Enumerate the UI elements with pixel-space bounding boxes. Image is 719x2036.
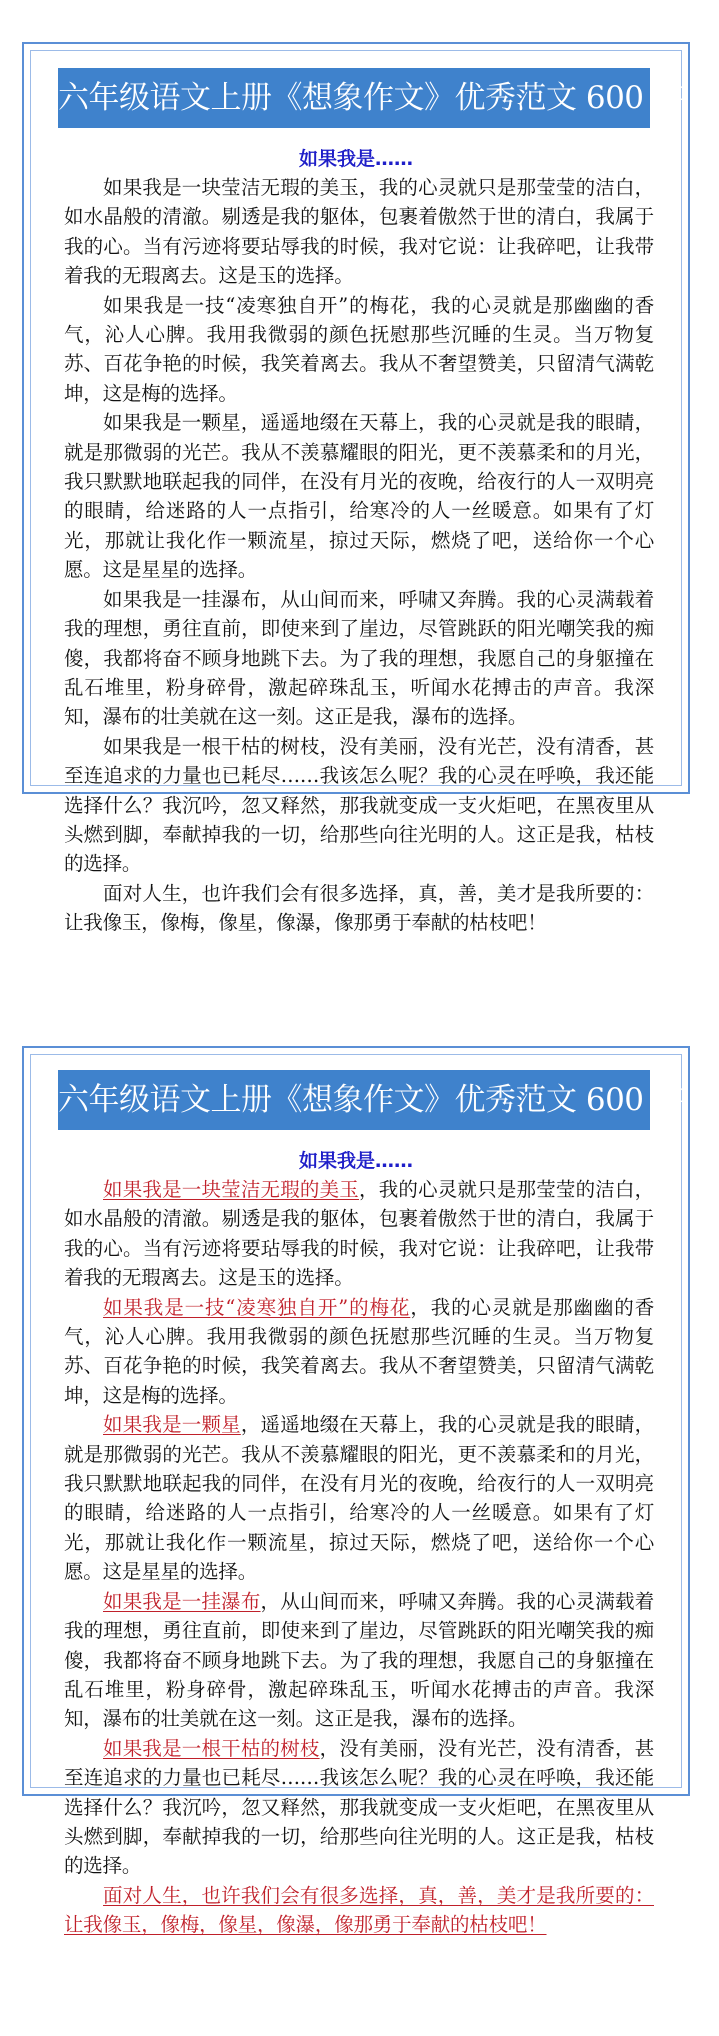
paragraph-branch: 如果我是一根干枯的树枝，没有美丽，没有光芒，没有清香，甚至连追求的力量也已耗尽……我该怎么呢？我的心灵在呼唤，我还能选择什么？我沉吟，忽又释然，那我就变成一支火炬吧，在黑夜里从头燃到脚，奉献掉我的一切，给那些向往光明的人。这正是我，枯枝的选择。 <box>64 1736 654 1878</box>
paragraph-branch: 如果我是一根干枯的树枝，没有美丽，没有光芒，没有清香，甚至连追求的力量也已耗尽……我该怎么呢？我的心灵在呼唤，我还能选择什么？我沉吟，忽又释然，那我就变成一支火炬吧，在黑夜里从头燃到脚，奉献掉我的一切，给那些向往光明的人。这正是我，枯枝的选择。 <box>64 734 654 876</box>
paragraph-conclusion: 面对人生，也许我们会有很多选择，真，善，美才是我所要的：让我像玉，像梅，像星，像瀑，像那勇于奉献的枯枝吧！ <box>64 881 654 935</box>
paragraph-plum: 如果我是一技“凌寒独自开”的梅花，我的心灵就是那幽幽的香气，沁人心脾。我用我微弱的颜色抚慰那些沉睡的生灵。当万物复苏、百花争艳的时候，我笑着离去。我从不奢望赞美，只留清气满乾坤，这是梅的选择。 <box>64 1295 654 1407</box>
article-card-annotated <box>22 1046 690 1937</box>
title-banner: 六年级语文上册《想象作文》优秀范文 600 字 <box>58 1070 650 1130</box>
subtitle: 如果我是…… <box>298 148 413 170</box>
paragraph-star: 如果我是一颗星，遥遥地缀在天幕上，我的心灵就是我的眼睛，就是那微弱的光芒。我从不羡慕耀眼的阳光，更不羡慕柔和的月光，我只默默地联起我的同伴，在没有月光的夜晚，给夜行的人一双明亮的眼睛，给迷路的人一点指引，给寒冷的人一丝暖意。如果有了灯光，那就让我化作一颗流星，掠过天际，燃烧了吧，送给你一个心愿。这是星星的选择。 <box>64 1413 654 1584</box>
highlight-lead: 如果我是一根干枯的树枝 <box>103 1736 320 1760</box>
highlight-lead: 如果我是一技“凌寒独自开”的梅花 <box>103 1295 411 1319</box>
paragraph-jade: 如果我是一块莹洁无瑕的美玉，我的心灵就只是那莹莹的洁白，如水晶般的清澈。剔透是我的躯体，包裹着傲然于世的清白，我属于我的心。当有污迹将要玷辱我的时候，我对它说：让我碎吧，让我带着我的无瑕离去。这是玉的选择。 <box>64 176 654 288</box>
paragraph-conclusion <box>64 1881 654 1940</box>
highlight-lead: 如果我是一块莹洁无瑕的美玉 <box>103 1178 359 1201</box>
article-card-plain <box>22 42 690 935</box>
paragraph-plum: 如果我是一技“凌寒独自开”的梅花，我的心灵就是那幽幽的香气，沁人心脾。我用我微弱的颜色抚慰那些沉睡的生灵。当万物复苏、百花争艳的时候，我笑着离去。我从不奢望赞美，只留清气满乾坤，这是梅的选择。 <box>64 293 654 405</box>
paragraph-star: 如果我是一颗星，遥遥地缀在天幕上，我的心灵就是我的眼睛，就是那微弱的光芒。我从不羡慕耀眼的阳光，更不羡慕柔和的月光，我只默默地联起我的同伴，在没有月光的夜晚，给夜行的人一双明亮的眼睛，给迷路的人一点指引，给寒冷的人一丝暖意。如果有了灯光，那就让我化作一颗流星，掠过天际，燃烧了吧，送给你一个心愿。这是星星的选择。 <box>64 411 654 582</box>
paragraph-waterfall: 如果我是一挂瀑布，从山间而来，呼啸又奔腾。我的心灵满载着我的理想，勇往直前，即使来到了崖边，尽管跳跃的阳光嘲笑我的痴傻，我都将奋不顾身地跳下去。为了我的理想，我愿自己的身躯撞在乱石堆里，粉身碎骨，激起碎珠乱玉，听闻水花搏击的声音。我深知，瀑布的壮美就在这一刻。这正是我，瀑布的选择。 <box>64 587 654 729</box>
article-body <box>64 1175 654 1940</box>
highlight-lead: 如果我是一颗星 <box>103 1413 241 1437</box>
subtitle: 如果我是…… <box>298 1150 413 1172</box>
title-banner: 六年级语文上册《想象作文》优秀范文 600 字 <box>58 68 650 128</box>
highlight-conclusion: 面对人生，也许我们会有很多选择，真，善，美才是我所要的：让我像玉，像梅，像星，像瀑，像那勇于奉献的枯枝吧！ <box>64 1883 654 1937</box>
paragraph-waterfall: 如果我是一挂瀑布，从山间而来，呼啸又奔腾。我的心灵满载着我的理想，勇往直前，即使来到了崖边，尽管跳跃的阳光嘲笑我的痴傻，我都将奋不顾身地跳下去。为了我的理想，我愿自己的身躯撞在乱石堆里，粉身碎骨，激起碎珠乱玉，听闻水花搏击的声音。我深知，瀑布的壮美就在这一刻。这正是我，瀑布的选择。 <box>64 1589 654 1731</box>
paragraph-jade: 如果我是一块莹洁无瑕的美玉，我的心灵就只是那莹莹的洁白，如水晶般的清澈。剔透是我的躯体，包裹着傲然于世的清白，我属于我的心。当有污迹将要玷辱我的时候，我对它说：让我碎吧，让我带着我的无瑕离去。这是玉的选择。 <box>64 1178 654 1290</box>
highlight-lead: 如果我是一挂瀑布 <box>103 1589 261 1613</box>
article-body <box>64 173 654 938</box>
